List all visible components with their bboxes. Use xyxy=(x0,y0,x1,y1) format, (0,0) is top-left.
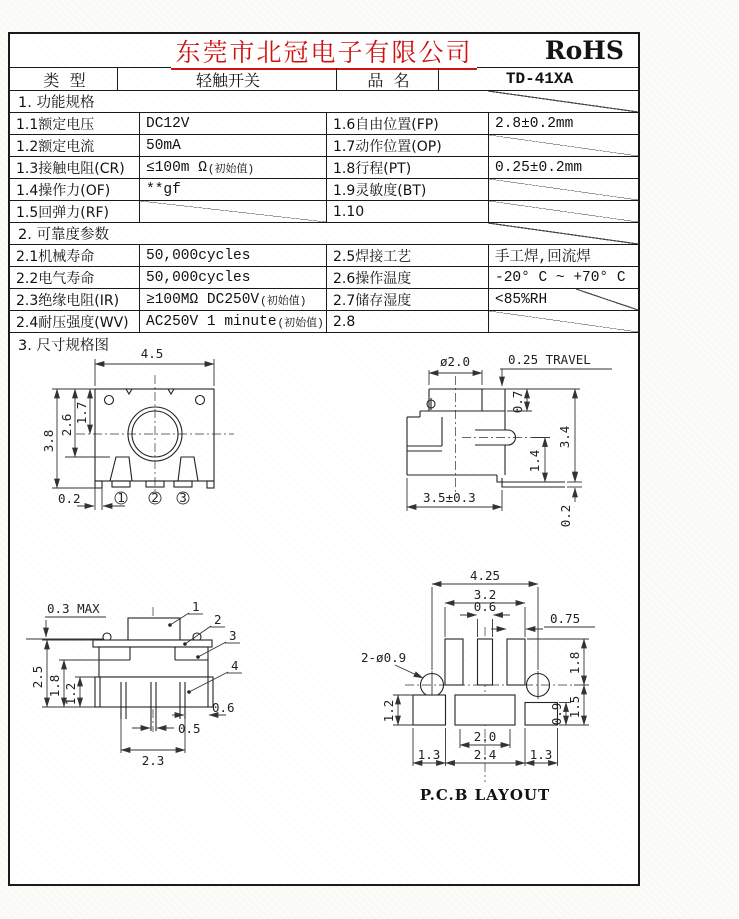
spec-value: ≥100MΩ DC250V (初始值) xyxy=(140,289,327,310)
spec-label: 1.10 xyxy=(327,201,489,222)
product-name-label: 品 名 xyxy=(337,68,439,90)
datasheet-page xyxy=(8,32,640,886)
dim-holes: 2-ø0.9 xyxy=(361,650,407,665)
dim-0-3-max: 0.3 MAX xyxy=(47,601,100,616)
spec-value: 50,000cycles xyxy=(140,245,327,266)
spec-label: 1.9灵敏度(BT) xyxy=(327,179,489,200)
spec-label: 2.7储存湿度 xyxy=(327,289,489,310)
drawing-side-view xyxy=(380,340,650,574)
callout-3: 3 xyxy=(229,628,237,643)
spec-row-2-4 xyxy=(10,311,638,333)
spec-row-1-4 xyxy=(10,179,638,201)
dim-2-5: 2.5 xyxy=(30,665,45,689)
spec-label: 1.7动作位置(OP) xyxy=(327,135,489,156)
dim-b-1-3-right: 1.3 xyxy=(529,747,553,762)
callout-1: 1 xyxy=(192,599,200,614)
rohs-mark: RoHS xyxy=(544,36,624,65)
dim-b-1-3-left: 1.3 xyxy=(417,747,441,762)
blank-slash xyxy=(488,91,638,112)
dim-0-7: 0.7 xyxy=(510,390,525,414)
dim-3-2: 3.2 xyxy=(473,587,497,602)
spec-row-1-2 xyxy=(10,135,638,157)
spec-value: -20° C ~ +70° C xyxy=(495,269,626,286)
dim-foot-0-2: 0.2 xyxy=(558,504,573,528)
terminal-3 xyxy=(174,481,192,487)
dim-dia-2-0: ø2.0 xyxy=(439,354,471,369)
dim-0-75: 0.75 xyxy=(550,611,581,626)
dim-slot-0-6: 0.6 xyxy=(473,599,497,614)
dim-base-3-5: 3.5±0.3 xyxy=(423,490,476,505)
dim-1-4: 1.4 xyxy=(527,449,542,473)
spec-value-empty xyxy=(489,311,638,332)
type-row xyxy=(10,68,638,91)
spec-row-1-5 xyxy=(10,201,638,223)
spec-label: 2.6操作温度 xyxy=(327,267,489,288)
spec-row-2-2 xyxy=(10,267,638,289)
spec-row-1-3 xyxy=(10,157,638,179)
drawing-front-view xyxy=(22,582,252,781)
svg-text:1: 1 xyxy=(117,490,125,505)
slot-center xyxy=(478,639,493,685)
cover-plate xyxy=(93,640,212,647)
section-3-label: 3. 尺寸规格图 xyxy=(18,337,109,354)
callout-4: 4 xyxy=(231,658,239,673)
spec-value: 2.8±0.2mm xyxy=(495,115,574,132)
spec-label: 1.6自由位置(FP) xyxy=(327,113,489,134)
type-value: 轻触开关 xyxy=(118,68,337,90)
spec-value-empty xyxy=(489,179,638,200)
dim-3-8: 3.8 xyxy=(41,429,56,453)
section-1-label: 1. 功能规格 xyxy=(18,95,95,111)
dim-r-1-8: 1.8 xyxy=(567,651,582,675)
dim-3-4: 3.4 xyxy=(557,425,572,449)
section-1-title xyxy=(10,91,638,113)
dim-4-25: 4.25 xyxy=(469,568,501,583)
dim-r-1-5: 1.5 xyxy=(567,695,582,719)
spec-label: 2.5焊接工艺 xyxy=(327,245,489,266)
pad-left xyxy=(413,695,446,725)
dim-2-3: 2.3 xyxy=(141,753,165,768)
spec-label: 2.8 xyxy=(327,311,489,332)
dim-1-2: 1.2 xyxy=(63,682,78,706)
spec-value: <85%RH xyxy=(489,289,638,310)
dim-2-6: 2.6 xyxy=(59,413,74,437)
dim-b-2-4: 2.4 xyxy=(473,747,497,762)
dim-travel: 0.25 TRAVEL xyxy=(508,352,591,367)
blank-slash xyxy=(576,289,638,310)
spec-label: 1.4操作力(OF) xyxy=(10,179,140,200)
spec-label: 2.3绝缘电阻(IR) xyxy=(10,289,140,310)
dim-r-0-9: 0.9 xyxy=(549,702,564,726)
dim-0-2: 0.2 xyxy=(58,491,81,506)
dim-0-5: 0.5 xyxy=(178,721,201,736)
svg-text:3: 3 xyxy=(179,490,187,505)
spec-row-2-1 xyxy=(10,245,638,267)
terminal-1 xyxy=(112,481,130,487)
spec-value-empty xyxy=(489,135,638,156)
spec-row-2-3 xyxy=(10,289,638,311)
spec-label: 1.5回弹力(RF) xyxy=(10,201,140,222)
spec-value-empty xyxy=(140,201,327,222)
dim-0-6: 0.6 xyxy=(212,700,235,715)
slot-left xyxy=(445,639,463,685)
callout-2: 2 xyxy=(214,612,222,627)
spec-value: 手工焊,回流焊 xyxy=(495,250,591,266)
spec-value: DC12V xyxy=(140,113,327,134)
dim-4-5: 4.5 xyxy=(140,346,164,361)
type-label: 类 型 xyxy=(10,68,118,90)
pcb-caption: P.C.B LAYOUT xyxy=(419,786,551,804)
section-2-label: 2. 可靠度参数 xyxy=(18,227,109,243)
spec-value: ≤100m Ω (初始值) xyxy=(140,157,327,178)
spec-label: 2.1机械寿命 xyxy=(10,245,140,266)
drawing-top-view xyxy=(22,337,302,521)
spec-label: 1.8行程(PT) xyxy=(327,157,489,178)
spec-label: 2.2电气寿命 xyxy=(10,267,140,288)
spec-label: 1.2额定电流 xyxy=(10,135,140,156)
spec-row-1-1 xyxy=(10,113,638,135)
stem xyxy=(128,618,180,640)
spec-value: AC250V 1 minute (初始值) xyxy=(140,311,327,332)
pad-center xyxy=(455,695,515,725)
spec-label: 1.3接触电阻(CR) xyxy=(10,157,140,178)
spec-label: 2.4耐压强度(WV) xyxy=(10,311,140,332)
slot-right xyxy=(507,639,525,685)
section-2-title xyxy=(10,223,638,245)
spec-value: 50,000cycles xyxy=(140,267,327,288)
dim-l-1-2: 1.2 xyxy=(381,699,396,723)
product-name-value: TD-41XA xyxy=(505,70,574,88)
dim-1-8: 1.8 xyxy=(47,674,62,698)
dim-b-2-0: 2.0 xyxy=(473,729,497,744)
svg-text:2: 2 xyxy=(151,490,159,505)
base-body xyxy=(95,677,213,707)
upper-body xyxy=(99,647,208,677)
spec-value: 0.25±0.2mm xyxy=(495,159,583,176)
spec-value: 50mA xyxy=(140,135,327,156)
spec-value: **gf xyxy=(140,179,327,200)
company-name: 东莞市北冠电子有限公司 xyxy=(10,33,638,69)
spec-value-empty xyxy=(489,201,638,222)
blank-slash xyxy=(488,223,638,244)
drawing-pcb-layout xyxy=(347,567,647,816)
dim-1-7: 1.7 xyxy=(74,401,89,425)
spec-label: 1.1额定电压 xyxy=(10,113,140,134)
title-row xyxy=(10,34,638,68)
